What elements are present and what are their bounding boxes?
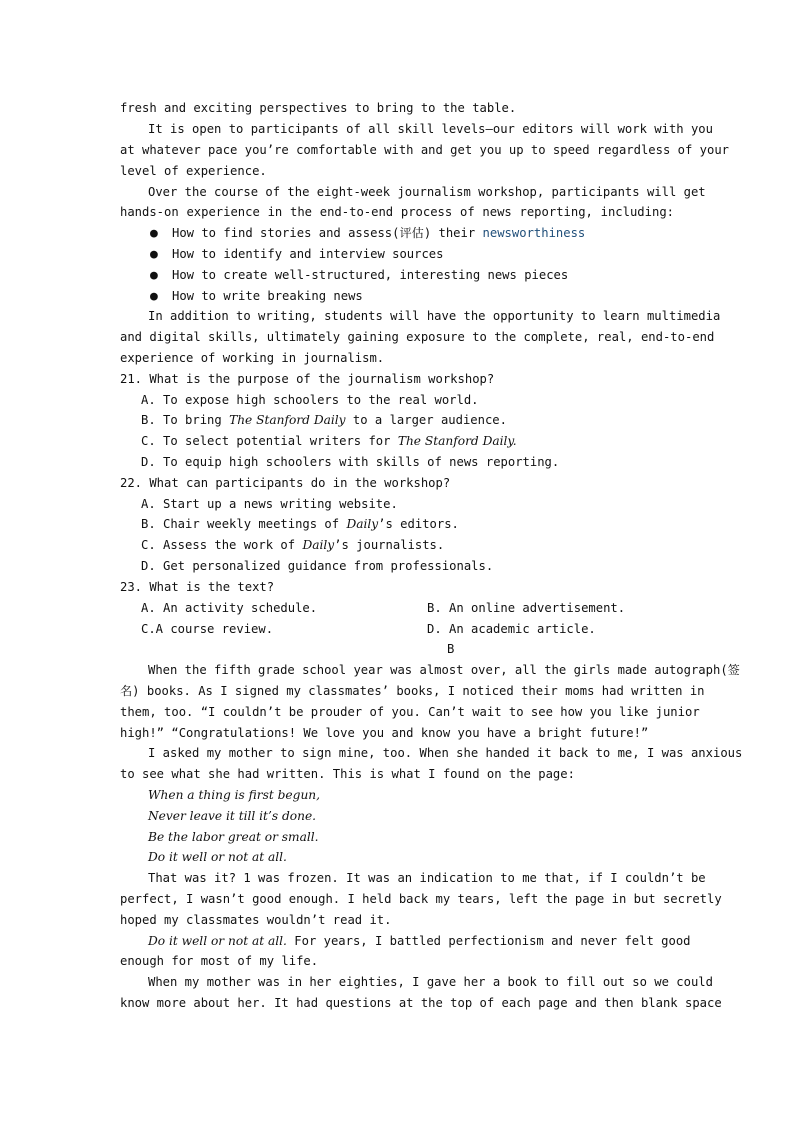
poem-line bbox=[148, 828, 674, 846]
option-text: ’s journalists. bbox=[334, 538, 445, 552]
paragraph-line: them, too. “I couldn’t be prouder of you. Can’t wait to see how you like junior bbox=[120, 705, 700, 719]
option-text: B. To bring bbox=[141, 413, 230, 427]
poem-text: Be the labor great or small. bbox=[148, 830, 319, 844]
paragraph-line: I asked my mother to sign mine, too. When she handed it back to me, I was anxious bbox=[148, 746, 743, 760]
option-text: to a larger audience. bbox=[345, 413, 507, 427]
poem-text: When a thing is first begun, bbox=[148, 788, 321, 802]
option-text: B. Chair weekly meetings of bbox=[141, 517, 347, 531]
bullet-item bbox=[150, 245, 674, 263]
bullet-dot-icon: ● bbox=[150, 289, 158, 304]
q23-option-a: A. An activity schedule. bbox=[141, 601, 318, 615]
paragraph-line: perfect, I wasn’t good enough. I held back my tears, left the page in but secretly bbox=[120, 892, 722, 906]
q23-options-row-1 bbox=[141, 599, 674, 617]
newspaper-title: The Stanford Daily. bbox=[397, 434, 517, 448]
question-23-stem: 23. What is the text? bbox=[120, 580, 275, 594]
paragraph-line: hands-on experience in the end-to-end process of news reporting, including: bbox=[120, 205, 674, 219]
bullet-text: How to create well-structured, interesting news pieces bbox=[172, 268, 569, 282]
poem-line bbox=[148, 848, 674, 866]
q23-option-b: B. An online advertisement. bbox=[427, 601, 626, 615]
paragraph-line: at whatever pace you’re comfortable with and get you up to speed regardless of your bbox=[120, 143, 730, 157]
q22-option-b bbox=[141, 515, 674, 533]
newspaper-title: Daily bbox=[302, 538, 335, 552]
q23-option-d: D. An academic article. bbox=[427, 622, 596, 636]
paragraph-line: high!” “Congratulations! We love you and know you have a bright future!” bbox=[120, 726, 649, 740]
bullet-text: How to find stories and assess(评估) their bbox=[172, 226, 483, 240]
paragraph-line: When my mother was in her eighties, I gave her a book to fill out so we could bbox=[148, 975, 713, 989]
q23-option-c: C.A course review. bbox=[141, 622, 274, 636]
poem-text: Do it well or not at all. bbox=[148, 850, 287, 864]
paragraph-line: fresh and exciting perspectives to bring to the table. bbox=[120, 101, 517, 115]
paragraph-line: know more about her. It had questions at the top of each page and then blank space bbox=[120, 996, 722, 1010]
q21-option-a: A. To expose high schoolers to the real world. bbox=[141, 393, 479, 407]
bullet-item bbox=[150, 224, 674, 242]
paragraph-line: 名) books. As I signed my classmates’ books, I noticed their moms had written in bbox=[120, 684, 705, 698]
paragraph-line: and digital skills, ultimately gaining exposure to the complete, real, end-to-end bbox=[120, 330, 715, 344]
bullet-dot-icon: ● bbox=[150, 247, 158, 262]
newsworthiness-link[interactable]: newsworthiness bbox=[482, 226, 586, 240]
bullet-item bbox=[150, 287, 674, 305]
q23-options-row-2 bbox=[141, 620, 674, 638]
paragraph-line bbox=[148, 932, 691, 950]
paragraph-line: level of experience. bbox=[120, 164, 267, 178]
poem-line bbox=[148, 807, 674, 825]
bullet-text: How to identify and interview sources bbox=[172, 247, 444, 261]
newspaper-title: Daily bbox=[346, 517, 379, 531]
poem-line bbox=[148, 786, 674, 804]
question-21-stem: 21. What is the purpose of the journalism workshop? bbox=[120, 372, 495, 386]
q22-option-a: A. Start up a news writing website. bbox=[141, 497, 398, 511]
bullet-item bbox=[150, 266, 674, 284]
paragraph-line: to see what she had written. This is what I found on the page: bbox=[120, 767, 575, 781]
bullet-dot-icon: ● bbox=[150, 268, 158, 283]
q22-option-c bbox=[141, 536, 674, 554]
bullet-dot-icon: ● bbox=[150, 226, 158, 241]
question-22-stem: 22. What can participants do in the workshop? bbox=[120, 476, 451, 490]
paragraph-line: enough for most of my life. bbox=[120, 954, 319, 968]
option-text: C. To select potential writers for bbox=[141, 434, 398, 448]
paragraph-line: In addition to writing, students will have the opportunity to learn multimedia bbox=[148, 309, 721, 323]
option-text: ’s editors. bbox=[378, 517, 459, 531]
paragraph-line: That was it? 1 was frozen. It was an indication to me that, if I couldn’t be bbox=[148, 871, 706, 885]
paragraph-text: For years, I battled perfectionism and never felt good bbox=[286, 934, 691, 948]
q21-option-c bbox=[141, 432, 674, 450]
newspaper-title: The Stanford Daily bbox=[229, 413, 346, 427]
q21-option-d: D. To equip high schoolers with skills of news reporting. bbox=[141, 455, 560, 469]
paragraph-line: Over the course of the eight-week journalism workshop, participants will get bbox=[148, 185, 706, 199]
passage-b-heading: B bbox=[447, 642, 455, 656]
paragraph-line: experience of working in journalism. bbox=[120, 351, 385, 365]
q22-option-d: D. Get personalized guidance from professionals. bbox=[141, 559, 494, 573]
bullet-text: How to write breaking news bbox=[172, 289, 363, 303]
quote-text: Do it well or not at all. bbox=[148, 934, 287, 948]
paragraph-line: hoped my classmates wouldn’t read it. bbox=[120, 913, 392, 927]
paragraph-line: When the fifth grade school year was almost over, all the girls made autograph(签 bbox=[148, 663, 740, 677]
option-text: C. Assess the work of bbox=[141, 538, 303, 552]
paragraph-line: It is open to participants of all skill levels—our editors will work with you bbox=[148, 122, 713, 136]
q21-option-b bbox=[141, 411, 674, 429]
poem-text: Never leave it till it’s done. bbox=[148, 809, 317, 823]
